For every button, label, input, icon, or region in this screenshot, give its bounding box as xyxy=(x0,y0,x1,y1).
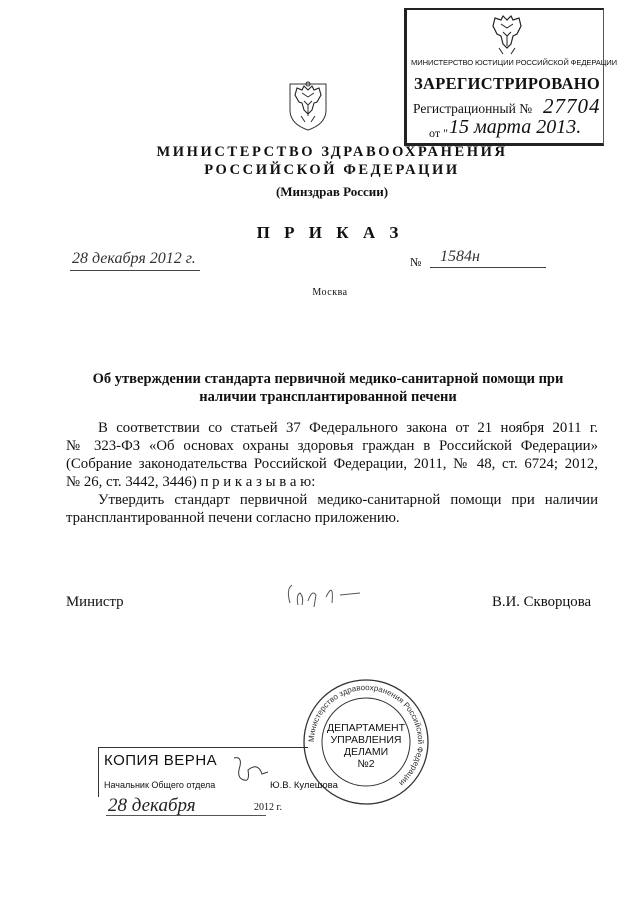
order-number-sign: № xyxy=(410,255,422,269)
copy-date: 28 декабря xyxy=(108,795,196,816)
round-stamp-line4: №2 xyxy=(357,758,375,770)
order-date: 28 декабря 2012 г. xyxy=(72,250,196,267)
body-paragraph-line: (Собрание законодательства Российской Федерации, 2011, № 48, ст. 6724; 2012, xyxy=(66,456,598,472)
copy-true-label: КОПИЯ ВЕРНА xyxy=(104,752,218,769)
stamp-date-value: 15 марта 2013. xyxy=(449,116,582,138)
registration-stamp xyxy=(404,8,617,146)
stamp-regno-label: Регистрационный № xyxy=(413,101,533,116)
order-date-underline xyxy=(70,270,200,271)
copy-stamp-border xyxy=(98,747,99,797)
copy-year: 2012 г. xyxy=(254,802,282,813)
order-subject-line1: Об утверждении стандарта первичной медико-санитарной помощи при xyxy=(92,371,564,387)
round-stamp-line1: ДЕПАРТАМЕНТ xyxy=(326,722,405,734)
body-paragraph-line: В соответствии со статьей 37 Федерального закона от 21 ноября 2011 г. xyxy=(98,420,598,436)
copy-certifier-name: Ю.В. Кулешова xyxy=(270,780,338,791)
stamp-date-label: от " xyxy=(429,126,448,140)
order-number-underline xyxy=(430,267,546,268)
ministry-name-line1: МИНИСТЕРСТВО ЗДРАВООХРАНЕНИЯ xyxy=(156,144,508,160)
order-subject-line2: наличии трансплантированной печени xyxy=(199,389,457,405)
ministry-name-line2: РОССИЙСКОЙ ФЕДЕРАЦИИ xyxy=(204,162,460,178)
signatory-name: В.И. Скворцова xyxy=(492,594,592,610)
double-headed-eagle-icon xyxy=(286,76,330,132)
round-stamp-ring-text: Министерство здравоохранения Российской Федерации xyxy=(306,682,426,788)
body-paragraph-line: № 323-ФЗ «Об основах охраны здоровья граждан в Российской Федерации» xyxy=(66,438,598,454)
stamp-ministry-text: МИНИСТЕРСТВО ЮСТИЦИИ РОССИЙСКОЙ ФЕДЕРАЦИИ xyxy=(411,58,617,67)
body-paragraph-line: Утвердить стандарт первичной медико-санитарной помощи при наличии xyxy=(98,492,598,508)
copy-stamp-border xyxy=(98,747,308,748)
body-paragraph-line: трансплантированной печени согласно приложению. xyxy=(66,510,400,526)
order-number: 1584н xyxy=(440,248,480,265)
order-city: Москва xyxy=(312,287,348,298)
order-heading: П Р И К А З xyxy=(256,223,404,242)
signatory-title: Министр xyxy=(66,594,124,610)
copy-certifier-position: Начальник Общего отдела xyxy=(104,780,216,790)
certifier-signature-icon xyxy=(228,752,272,790)
ministry-short-name: (Минздрав России) xyxy=(275,184,389,199)
stamp-eagle-icon xyxy=(489,14,525,56)
round-stamp-line2: УПРАВЛЕНИЯ xyxy=(330,734,402,746)
copy-date-underline xyxy=(106,815,266,816)
stamp-regno-value: 27704 xyxy=(543,94,601,118)
body-paragraph-line: № 26, ст. 3442, 3446) п р и к а з ы в а ю: xyxy=(66,474,316,490)
round-stamp-line3: ДЕЛАМИ xyxy=(343,746,389,758)
minister-signature-icon xyxy=(282,575,382,615)
stamp-registered-text: ЗАРЕГИСТРИРОВАНО xyxy=(413,74,601,93)
